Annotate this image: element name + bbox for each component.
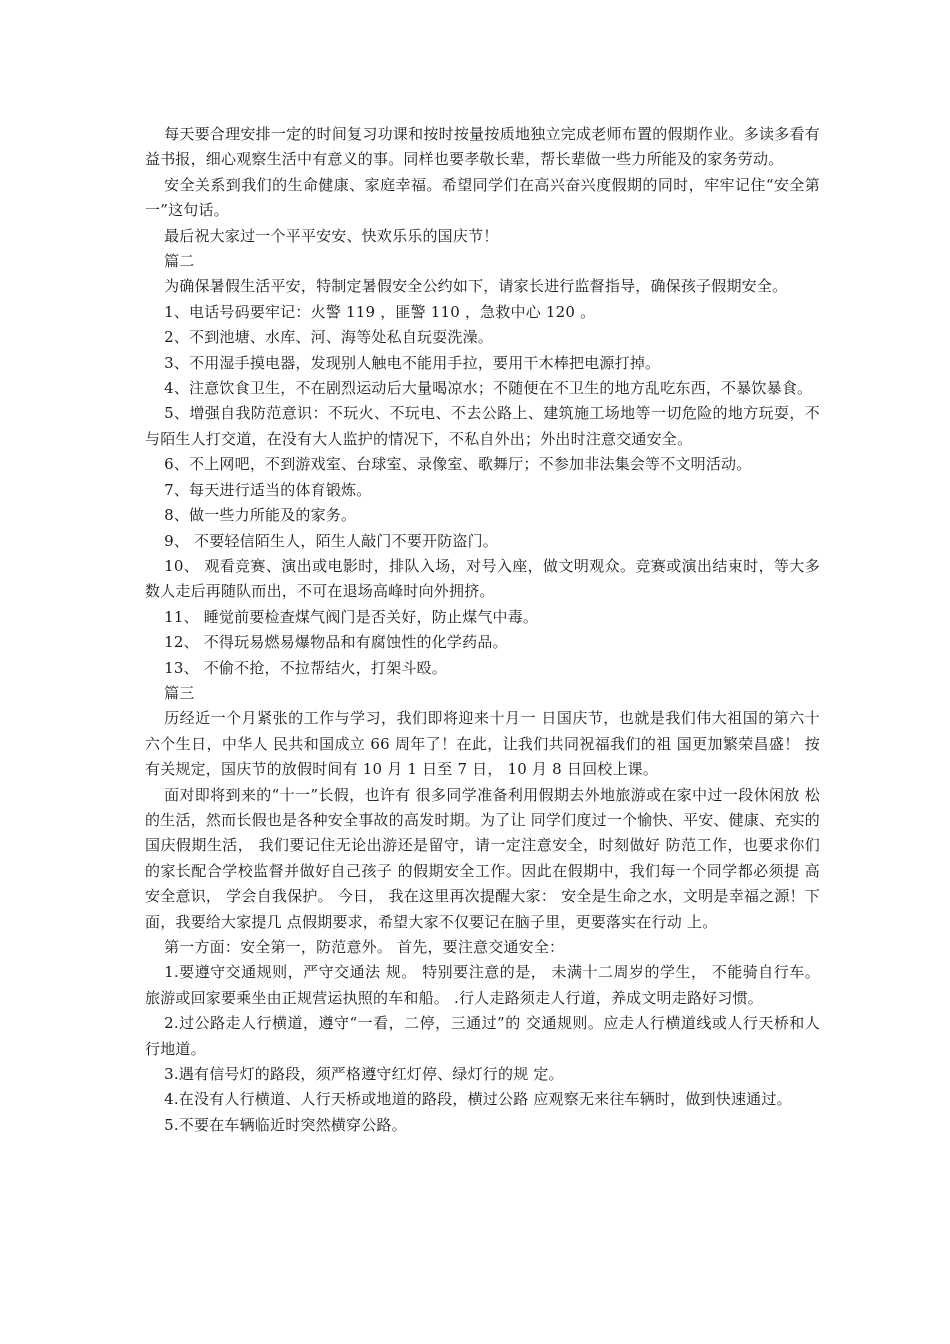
list-item-13: 13、 不偷不抢，不拉帮结火，打架斗殴。 <box>164 658 447 677</box>
paragraph-first-aspect: 第一方面：安全第一，防范意外。 首先，要注意交通安全： <box>164 938 565 956</box>
paragraph-summer-pact-intro: 为确保暑假生活平安，特制定暑假安全公约如下，请家长进行监督指导，确保孩子假期安全。 <box>164 277 788 296</box>
list-item-3: 3、不用湿手摸电器，发现别人触电不能用手拉，要用干木棒把电源打掉。 <box>164 353 661 372</box>
traffic-rule-5: 5.不要在车辆临近时突然横穿公路。 <box>164 1115 407 1134</box>
paragraph-safety-first: 安全关系到我们的生命健康、家庭幸福。希望同学们在高兴奋兴度假期的同时，牢牢记住“安全第一”这句话。 <box>145 175 820 220</box>
list-item-8: 8、做一些力所能及的家务。 <box>164 506 357 525</box>
section-heading-part-three: 篇三 <box>164 683 195 702</box>
list-item-12: 12、 不得玩易燃易爆物品和有腐蚀性的化学药品。 <box>164 633 508 652</box>
list-item-4: 4、注意饮食卫生，不在剧烈运动后大量喝凉水；不随便在不卫生的地方乱吃东西，不暴饮暴食。 <box>164 379 813 398</box>
traffic-rule-1: 1.要遵守交通规则，严守交通法 规。 特别要注意的是， 未满十二周岁的学生， 不能骑自行车。 旅游或回家要乘坐由正规营运执照的车和船。 .行人走路须走人行道，养成文明走路好习惯。 <box>145 963 820 1007</box>
list-item-9: 9、 不要轻信陌生人，陌生人敲门不要开防盗门。 <box>164 531 498 550</box>
list-item-10: 10、 观看竞赛、演出或电影时，排队入场，对号入座，做文明观众。竞赛或演出结束时，等大多数人走后再随队而出，不可在退场高峰时向外拥挤。 <box>145 556 820 601</box>
document-body <box>145 122 820 1138</box>
paragraph-homework: 每天要合理安排一定的时间复习功课和按时按量按质地独立完成老师布置的假期作业。多读多看有益书报，细心观察生活中有意义的事。同样也要孝敬长辈，帮长辈做一些力所能及的家务劳动。 <box>145 125 820 169</box>
list-item-6: 6、不上网吧，不到游戏室、台球室、录像室、歌舞厅；不参加非法集会等不文明活动。 <box>164 455 752 474</box>
list-item-1: 1、电话号码要牢记：火警 119 ，匪警 110 ，急救中心 120 。 <box>164 302 596 321</box>
paragraph-national-day-intro: 历经近一个月紧张的工作与学习，我们即将迎来十月一 日国庆节，也就是我们伟大祖国的第六十六个生日，中华人 民共和国成立 66 周年了！在此，让我们共同祝福我们的祖 国更加繁荣昌盛！ 按有关规定，国庆节的放假时间有 10 月 1 日至 7 日， 10 月 8 日回校上课。 <box>145 709 820 779</box>
traffic-rule-2: 2.过公路走人行横道，遵守“一看，二停，三通过”的 交通规则。应走人行横道线或人行天桥和人行地道。 <box>145 1014 820 1058</box>
paragraph-holiday-safety: 面对即将到来的“十一”长假，也许有 很多同学准备利用假期去外地旅游或在家中过一段休闲放 松的生活，然而长假也是各种安全事故的高发时期。为了让 同学们度过一个愉快、平安、健康、充实的国庆假期生活， 我们要记住无论出游还是留守，请一定注意安全，时刻做好 防范工作，也要求你们的家长配合学校监督并做好自己孩子 的假期安全工作。因此在假期中，我们每一个同学都必须提 高安全意识， 学会自我保护。 今日， 我在这里再次提醒大家： 安全是生命之水，文明是幸福之源！下面，我要给大家提几 点假期要求，希望大家不仅要记在脑子里，更要落实在行动 上。 <box>145 785 820 931</box>
traffic-rule-3: 3.遇有信号灯的路段，须严格遵守红灯停、绿灯行的规 定。 <box>164 1065 564 1084</box>
list-item-2: 2、不到池塘、水库、河、海等处私自玩耍洗澡。 <box>164 328 494 347</box>
traffic-rule-4: 4.在没有人行横道、人行天桥或地道的路段，横过公路 应观察无来往车辆时，做到快速通过。 <box>164 1090 792 1109</box>
paragraph-closing-wish: 最后祝大家过一个平平安安、快欢乐乐的国庆节！ <box>164 226 499 245</box>
list-item-11: 11、 睡觉前要检查煤气阀门是否关好，防止煤气中毒。 <box>164 607 539 626</box>
list-item-5: 5、增强自我防范意识：不玩火、不玩电、不去公路上、建筑施工场地等一切危险的地方玩耍，不与陌生人打交道，在没有大人监护的情况下，不私自外出；外出时注意交通安全。 <box>145 404 820 448</box>
section-heading-part-two: 篇二 <box>164 252 195 271</box>
list-item-7: 7、每天进行适当的体育锻炼。 <box>164 480 372 499</box>
